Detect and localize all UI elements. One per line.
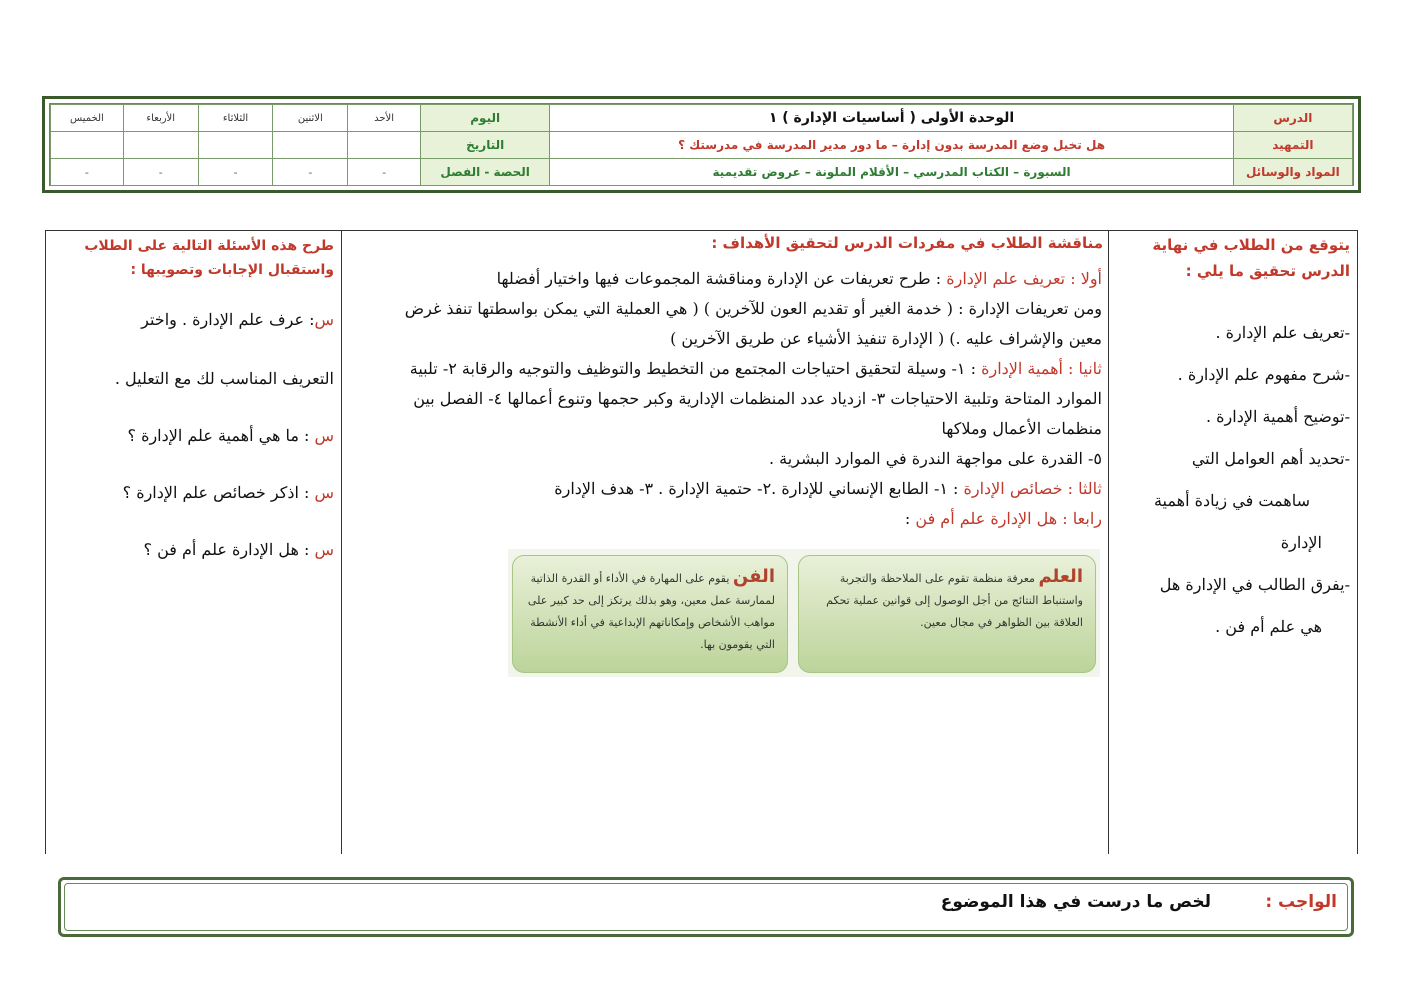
homework-box (58, 877, 1354, 937)
art-title: الفن (732, 566, 775, 587)
goal-item: -يفرق الطالب في الإدارة هل (1159, 575, 1350, 594)
homework-label: الواجب : (1265, 892, 1337, 912)
period-label: الحصة - الفصل (420, 159, 549, 186)
goal-item: الإدارة (1280, 533, 1322, 552)
discussion-heading: مناقشة الطلاب في مفردات الدرس لتحقيق الأهداف : (711, 234, 1103, 252)
discussion-body (372, 264, 1102, 534)
lesson-header-table (42, 96, 1361, 193)
art-text: يقوم على المهارة في الأداء أو القدرة الذاتية لممارسة عمل معين، وهو بذلك يرتكز إلى حد كبير على مواهب الأشخاص وإمكاناتهم الإبداعية في أداء الأنشطة التي يقومون بها. (527, 572, 775, 651)
period-cell: - (348, 159, 421, 186)
grid-divider (1357, 230, 1358, 854)
paragraph-importance-5: ٥- القدرة على مواجهة الندرة في الموارد البشرية . (768, 449, 1102, 468)
grid-divider (45, 230, 46, 854)
questions-heading: طرح هذه الأسئلة التالية على الطلاب واستقبال الإجابات وتصويبها : (84, 238, 334, 278)
day-wednesday: الأربعاء (123, 105, 198, 132)
goal-item: -تحديد أهم العوامل التي (1191, 449, 1350, 468)
goal-item: -شرح مفهوم علم الإدارة . (1177, 365, 1350, 384)
goal-item: ساهمت في زيادة أهمية (1153, 491, 1310, 510)
definition-text: : طرح تعريفات عن الإدارة ومناقشة المجموعات فيها واختيار أفضلها (496, 269, 947, 288)
goals-list (1114, 312, 1350, 648)
date-label: التاريخ (420, 132, 549, 159)
goal-item: هي علم أم فن . (1215, 617, 1322, 636)
date-cell (51, 132, 124, 159)
date-cell (123, 132, 198, 159)
science-or-art-heading: رابعا : هل الإدارة علم أم فن (915, 509, 1102, 528)
date-cell (273, 132, 348, 159)
paragraph-definitions-list: ومن تعريفات الإدارة : ( خدمة الغير أو تقديم العون للآخرين ) ( هي العملية التي يمكن بواسطتها تنفذ غرض معين والإشراف عليه .) ( الإدارة تنفيذ الأشياء عن طريق الآخرين ) (404, 299, 1102, 348)
period-cell: - (273, 159, 348, 186)
paragraph-definition (372, 264, 1102, 294)
period-cell: - (198, 159, 273, 186)
intro-label: التمهيد (1233, 132, 1352, 159)
definition-heading: أولا : تعريف علم الإدارة (946, 269, 1102, 288)
art-card (512, 555, 788, 673)
day-sunday: الأحد (348, 105, 421, 132)
paragraph-science-or-art: رابعا : هل الإدارة علم أم فن : (904, 509, 1102, 528)
day-monday: الاثنين (273, 105, 348, 132)
goal-item: -تعريف علم الإدارة . (1215, 323, 1350, 342)
intro-text: هل تخيل وضع المدرسة بدون إدارة – ما دور مدير المدرسة في مدرستك ؟ (550, 132, 1233, 159)
lesson-title: الوحدة الأولى ( أساسيات الإدارة ) ١ (550, 105, 1233, 132)
science-art-figure (508, 549, 1100, 677)
paragraph-characteristics (372, 474, 1102, 504)
paragraph-importance (372, 354, 1102, 444)
question-4: س : هل الإدارة علم أم فن ؟ (143, 540, 334, 559)
grid-top-divider (45, 230, 1358, 231)
science-card (798, 555, 1096, 673)
questions-list (50, 305, 334, 592)
science-title: العلم (1038, 566, 1083, 587)
day-tuesday: الثلاثاء (198, 105, 273, 132)
date-cell (198, 132, 273, 159)
question-1-cont: التعريف المناسب لك مع التعليل . (114, 369, 334, 388)
question-1: س: عرف علم الإدارة . واختر (141, 310, 334, 329)
grid-divider (341, 230, 342, 854)
grid-divider (1108, 230, 1109, 854)
goals-heading: يتوقع من الطلاب في نهاية الدرس تحقيق ما يلي : (1152, 236, 1350, 280)
day-label: اليوم (420, 105, 549, 132)
goal-item: -توضيح أهمية الإدارة . (1206, 407, 1350, 426)
tools-label: المواد والوسائل (1233, 159, 1352, 186)
period-cell: - (123, 159, 198, 186)
lesson-label: الدرس (1233, 105, 1352, 132)
tools-text: السبورة – الكتاب المدرسي – الأقلام الملونة – عروض تقديمية (550, 159, 1233, 186)
question-2: س : ما هي أهمية علم الإدارة ؟ (127, 426, 334, 445)
importance-heading: ثانيا : أهمية الإدارة (981, 359, 1102, 378)
characteristics-text: : ١- الطابع الإنساني للإدارة .٢- حتمية الإدارة . ٣- هدف الإدارة (554, 479, 964, 498)
science-text: معرفة منظمة تقوم على الملاحظة والتجربة واستنباط النتائج من أجل الوصول إلى قوانين عملية تحكم العلاقة بين الظواهر في مجال معين. (826, 572, 1083, 629)
importance-text: : ١- وسيلة لتحقيق احتياجات المجتمع من التخطيط والتوظيف والتوجيه والرقابة ٢- تلبية الموارد المتاحة وتلبية الاحتياجات ٣- ازدياد عدد المنظمات الإدارية وكبر حجمها وتنوع أعمالها ٤- الفصل بين منظمات الأعمال وملاكها (409, 359, 1102, 438)
date-cell (348, 132, 421, 159)
question-3: س : اذكر خصائص علم الإدارة ؟ (122, 483, 334, 502)
period-cell: - (51, 159, 124, 186)
characteristics-heading: ثالثا : خصائص الإدارة (963, 479, 1102, 498)
homework-text: لخص ما درست في هذا الموضوع (940, 892, 1211, 912)
day-thursday: الخميس (51, 105, 124, 132)
